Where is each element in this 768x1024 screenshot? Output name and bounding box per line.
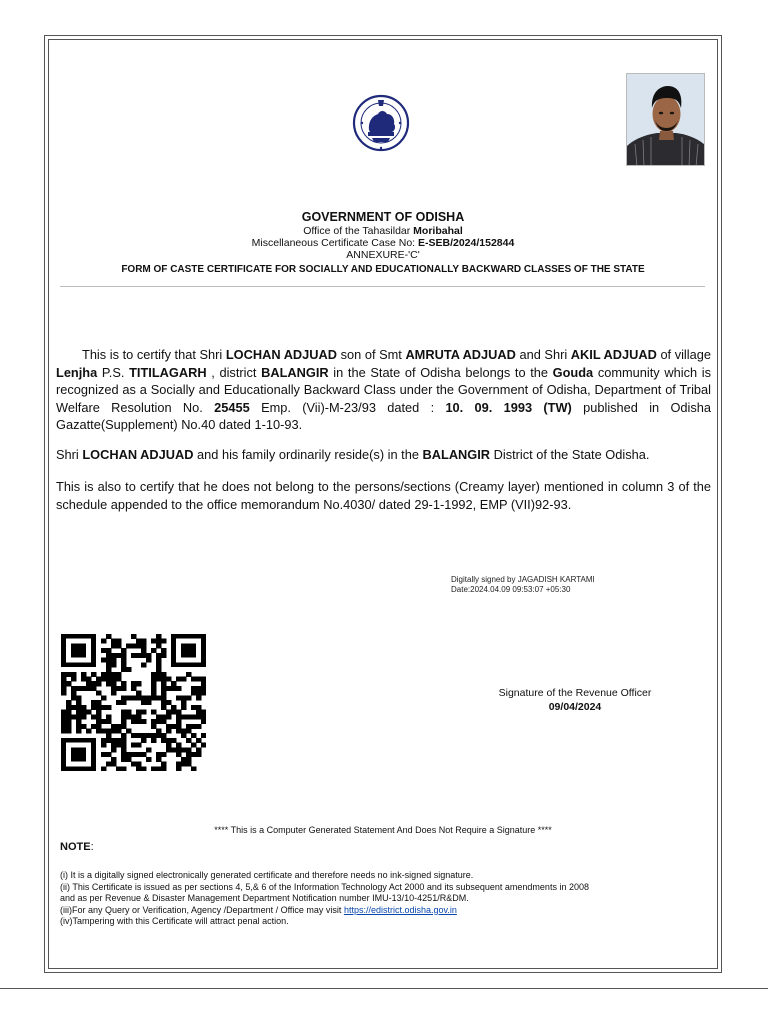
signature-date: 09/04/2024 — [548, 701, 602, 713]
creamy-layer-paragraph: This is also to certify that he does not belong to the persons/sections (Creamy layer) mentioned in column 3 of the schedule appended to the office memorandum No.4030/ dated 29-1-1992, EMP (VII)92-93. — [56, 479, 711, 512]
p1-text-2: son of Smt — [340, 347, 402, 362]
note-label: NOTE — [60, 841, 91, 853]
p2-text-3: District of the State Odisha. — [493, 447, 650, 462]
case-number: E-SEB/2024/152844 — [418, 237, 515, 249]
residence-paragraph — [56, 446, 711, 464]
office-prefix: Office of the Tahasildar — [303, 225, 411, 237]
note-3-text: (iii)For any Query or Verification, Agency /Department / Office may visit — [60, 904, 342, 915]
signature-label: Signature of the Revenue Officer — [498, 687, 652, 699]
certificate-header — [48, 209, 718, 277]
note-item-1: (i) It is a digitally signed electronically generated certificate and therefore needs no ink-signed signature. — [60, 870, 474, 880]
form-title: FORM OF CASTE CERTIFICATE FOR SOCIALLY AND EDUCATIONALLY BACKWARD CLASSES OF THE STATE — [121, 264, 645, 275]
p1-text-1: This is to certify that Shri — [82, 347, 223, 362]
village-name: Lenjha — [56, 364, 98, 380]
header-divider — [60, 286, 705, 287]
p2-text-1: Shri — [56, 447, 79, 462]
qr-code-icon — [61, 634, 206, 771]
case-number-line — [48, 237, 718, 249]
signature-block — [480, 686, 670, 714]
p1-text-9: Emp. (Vii)-M-23/93 dated : — [261, 399, 435, 415]
p1-text-5: P.S. — [101, 364, 125, 380]
digital-signer: Digitally signed by JAGADISH KARTAMI — [451, 575, 595, 584]
district-name-2: BALANGIR — [422, 447, 491, 462]
office-name: Moribahal — [413, 225, 463, 237]
police-station: TITILAGARH — [129, 364, 207, 380]
note-item-2-cont: and as per Revenue & Disaster Management Department Notification number IMU-13/10-4251/R&DM. — [60, 893, 469, 903]
annexure-label: ANNEXURE-'C' — [346, 249, 420, 261]
government-title: GOVERNMENT OF ODISHA — [301, 210, 465, 224]
notes-list — [60, 870, 710, 928]
father-name: AKIL ADJUAD — [570, 347, 657, 362]
community-name: Gouda — [552, 364, 594, 380]
note-colon: : — [90, 841, 94, 853]
odisha-state-emblem-icon — [350, 92, 412, 154]
computer-generated-statement: **** This is a Computer Generated Statement And Does Not Require a Signature **** — [214, 825, 552, 835]
certification-paragraph — [56, 346, 711, 434]
p1-text-8: community which is recognized as a Socially and Educationally Backward Class under the Government of Odisha, Department of Tribal Welfare Resolution No. — [56, 364, 711, 415]
applicant-name-2: LOCHAN ADJUAD — [82, 447, 194, 462]
note-item-3 — [60, 905, 710, 917]
note-item-2: (ii) This Certificate is issued as per sections 4, 5,& 6 of the Information Technology Act 2000 and its subsequent amendments in 2008 — [60, 881, 589, 892]
edistrict-link[interactable]: https://edistrict.odisha.gov.in — [343, 904, 457, 915]
p1-text-10: published in Odisha Gazatte(Supplement) No.40 dated 1-10-93. — [56, 399, 712, 432]
mother-name: AMRUTA ADJUAD — [405, 347, 516, 362]
p1-text-7: in the State of Odisha belongs to the — [333, 364, 548, 380]
p1-text-6: , district — [211, 364, 257, 380]
p1-text-4: of village — [660, 347, 711, 362]
note-heading — [60, 841, 94, 853]
digital-sign-date: Date:2024.04.09 09:53:07 +05:30 — [451, 585, 571, 594]
p2-text-2: and his family ordinarily reside(s) in the — [197, 447, 419, 462]
case-prefix: Miscellaneous Certificate Case No: — [251, 237, 416, 249]
note-item-4: (iv)Tampering with this Certificate will attract penal action. — [60, 916, 289, 926]
office-line — [48, 225, 718, 237]
p1-text-3: and Shri — [519, 347, 568, 362]
resolution-date: 10. 09. 1993 (TW) — [445, 399, 572, 415]
resolution-number: 25455 — [214, 399, 250, 415]
applicant-photo — [626, 73, 705, 166]
applicant-name: LOCHAN ADJUAD — [225, 347, 338, 362]
digital-signature-stamp — [451, 575, 595, 595]
district-name: BALANGIR — [261, 364, 329, 380]
page-bottom-rule — [0, 988, 768, 989]
